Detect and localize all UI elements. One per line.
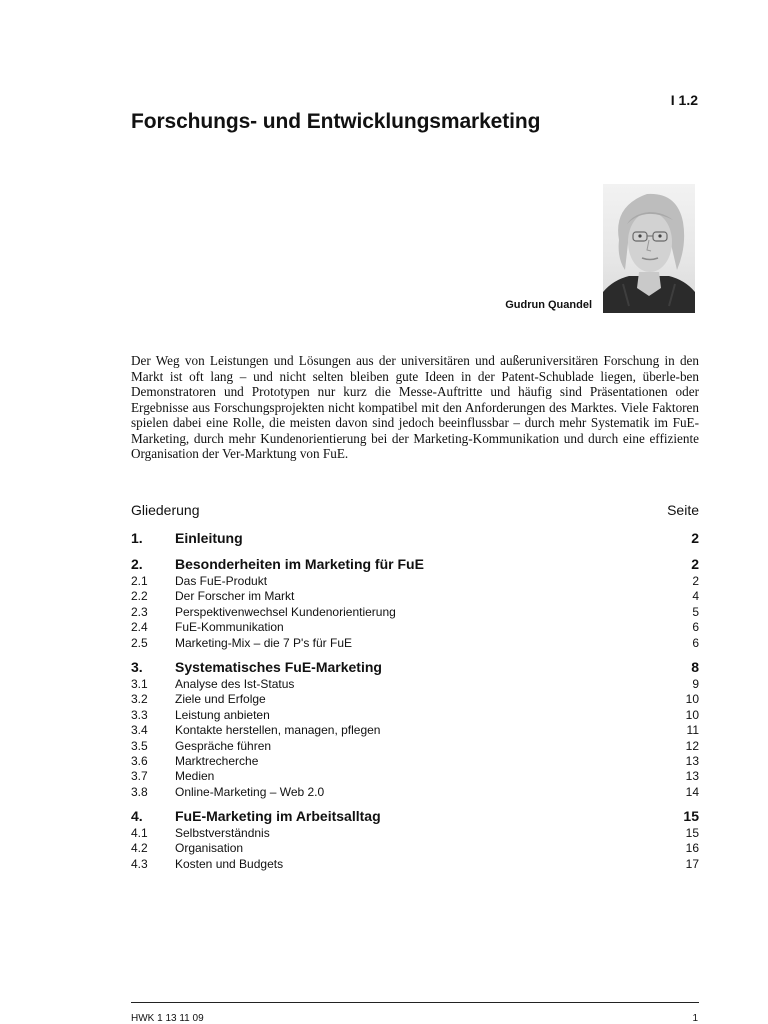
toc-chapter-title: FuE-Marketing im Arbeitsalltag	[175, 808, 381, 825]
section-code: I 1.2	[670, 92, 698, 108]
toc-sub-page: 6	[692, 620, 699, 635]
toc-chapter-number: 1.	[131, 530, 143, 546]
toc-subentry	[131, 605, 699, 620]
toc-subentry	[131, 589, 699, 604]
toc-chapter	[131, 806, 699, 872]
toc-sub-number: 3.4	[131, 723, 148, 738]
toc-chapter-title: Einleitung	[175, 530, 243, 546]
toc-sub-page: 12	[685, 738, 699, 753]
toc-chapter-entry	[131, 554, 699, 574]
toc-chapter-title: Systematisches FuE-Marketing	[175, 658, 382, 675]
toc-heading: Gliederung	[131, 502, 200, 518]
toc-sub-number: 3.5	[131, 738, 148, 753]
toc-sub-title: Der Forscher im Markt	[175, 589, 295, 604]
toc-sub-number: 3.3	[131, 707, 148, 722]
toc-chapter-entry	[131, 806, 699, 826]
toc-subentry	[131, 677, 699, 692]
toc-chapter	[131, 554, 699, 651]
toc-sub-title: Online-Marketing – Web 2.0	[175, 784, 325, 799]
toc-chapter-page: 8	[691, 658, 699, 675]
toc-sub-title: Ziele und Erfolge	[175, 692, 266, 707]
toc-sub-number: 3.6	[131, 753, 148, 768]
toc-sub-title: Analyse des Ist-Status	[175, 676, 295, 691]
toc-subentry	[131, 620, 699, 635]
toc-sub-page: 11	[686, 723, 699, 738]
toc-chapter-page: 15	[683, 808, 699, 825]
toc-sub-page: 4	[692, 589, 699, 604]
toc-sub-title: FuE-Kommunikation	[175, 620, 284, 635]
toc-sub-number: 2.1	[131, 574, 148, 588]
table-of-contents	[131, 500, 699, 878]
toc-sub-page: 13	[685, 769, 699, 784]
toc-sub-page: 9	[692, 676, 699, 691]
toc-sub-page: 14	[685, 784, 699, 799]
toc-chapter-entry	[131, 528, 699, 548]
toc-sub-number: 2.2	[131, 589, 148, 604]
toc-sub-page: 17	[685, 856, 699, 871]
toc-chapter-number: 4.	[131, 808, 143, 825]
toc-subentry	[131, 723, 699, 738]
author-name: Gudrun Quandel	[505, 299, 592, 311]
toc-subentry	[131, 708, 699, 723]
toc-subentry	[131, 636, 699, 651]
toc-sub-page: 6	[692, 635, 699, 650]
toc-sub-title: Kontakte herstellen, managen, pflegen	[175, 723, 381, 738]
footer-page-number: 1	[692, 1013, 698, 1024]
toc-sub-page: 5	[692, 604, 699, 619]
toc-subentry	[131, 769, 699, 784]
toc-chapter	[131, 528, 699, 548]
toc-sub-number: 3.8	[131, 784, 148, 799]
author-photo	[603, 184, 695, 313]
toc-sub-number: 3.7	[131, 769, 148, 784]
toc-sub-title: Perspektivenwechsel Kundenorientierung	[175, 604, 396, 619]
toc-sub-number: 4.3	[131, 856, 148, 871]
toc-sub-number: 3.2	[131, 692, 148, 707]
toc-sub-page: 10	[685, 692, 699, 707]
toc-sub-title: Marketing-Mix – die 7 P's für FuE	[175, 635, 353, 650]
toc-sub-title: Leistung anbieten	[175, 707, 270, 722]
footer-rule	[131, 1002, 699, 1003]
footer-document-code: HWK 1 13 11 09	[131, 1013, 204, 1024]
toc-subentry	[131, 826, 699, 841]
toc-subentry	[131, 739, 699, 754]
toc-sub-number: 2.4	[131, 620, 148, 635]
toc-chapter-number: 3.	[131, 658, 143, 675]
toc-sub-title: Kosten und Budgets	[175, 856, 284, 871]
toc-page-heading: Seite	[667, 502, 699, 518]
toc-subentry	[131, 785, 699, 800]
page-title: Forschungs- und Entwicklungsmarketing	[131, 110, 541, 133]
toc-sub-number: 4.2	[131, 841, 148, 856]
toc-subentry	[131, 754, 699, 769]
toc-sub-number: 2.5	[131, 635, 148, 650]
toc-sub-page: 13	[685, 753, 699, 768]
toc-chapter-page: 2	[691, 556, 699, 572]
toc-sub-title: Gespräche führen	[175, 738, 272, 753]
toc-subentry	[131, 574, 699, 589]
toc-subentry	[131, 857, 699, 872]
toc-sub-title: Selbstverständnis	[175, 826, 270, 841]
toc-sub-title: Medien	[175, 769, 215, 784]
toc-chapter	[131, 657, 699, 800]
abstract-paragraph: Der Weg von Leistungen und Lösungen aus der universitären und außeruniversitären Forschung in den Markt ist oft lang – und nicht selten bleiben gute Ideen in der Patent-Schublade liegen, überle-ben Demonstratoren und Prototypen nur kurz die Messe-Auftritte und häufig sind Präsentationen oder Ergebnisse aus Forschungsprojekten nicht kompatibel mit den Anforderungen des Marktes. Viele Faktoren spielen dabei eine Rolle, die meisten davon sind jedoch beeinflussbar – durch mehr Systematik im FuE-Marketing, durch mehr Kundenorientierung bei der Marketing-Kommunikation und durch eine effiziente Organisation der Ver-Marktung von FuE.	[131, 353, 699, 461]
toc-sub-page: 15	[685, 826, 699, 841]
toc-sub-title: Das FuE-Produkt	[175, 574, 268, 588]
toc-chapter-entry	[131, 657, 699, 677]
toc-chapter-number: 2.	[131, 556, 143, 572]
toc-sub-title: Marktrecherche	[175, 753, 259, 768]
toc-subentry	[131, 841, 699, 856]
toc-sub-number: 2.3	[131, 604, 148, 619]
toc-sub-page: 10	[685, 707, 699, 722]
toc-sub-number: 3.1	[131, 676, 148, 691]
toc-sub-number: 4.1	[131, 826, 148, 841]
toc-sub-title: Organisation	[175, 841, 244, 856]
toc-sub-page: 2	[692, 574, 699, 588]
toc-sub-page: 16	[685, 841, 699, 856]
toc-subentry	[131, 692, 699, 707]
toc-chapter-page: 2	[691, 530, 699, 546]
toc-header	[131, 500, 699, 520]
toc-chapter-title: Besonderheiten im Marketing für FuE	[175, 556, 424, 572]
